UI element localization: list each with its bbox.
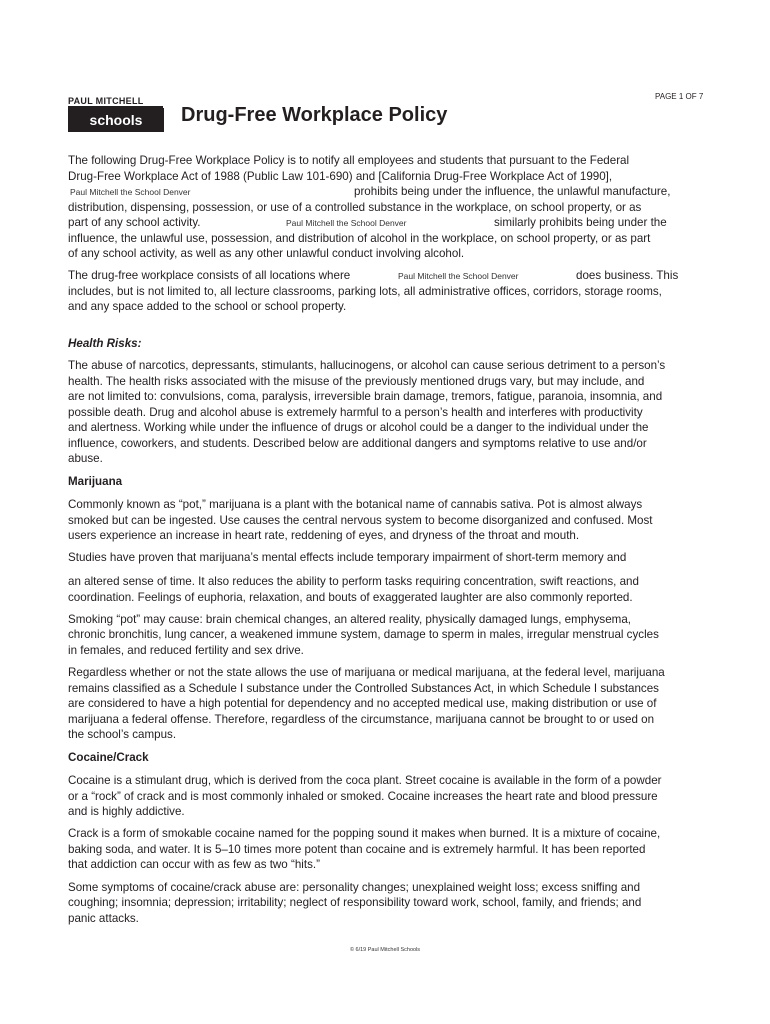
marijuana-line: smoked but can be ingested. Use causes the central nervous system to become disorganized and confused. Most — [68, 514, 653, 527]
cocaine-line: or a “rock” of crack and is most commonly inhaled or smoked. Cocaine increases the heart rate and blood pressure — [68, 790, 658, 803]
locations-line-2: includes, but is not limited to, all lecture classrooms, parking lots, all administrative offices, corridors, storage rooms, — [68, 285, 662, 298]
school-name-field-1[interactable]: Paul Mitchell the School Denver — [70, 187, 191, 197]
locations-line-1a: The drug-free workplace consists of all locations where — [68, 269, 351, 282]
page-title: Drug-Free Workplace Policy — [181, 104, 448, 126]
locations-line-1b: does business. This — [576, 269, 679, 282]
marijuana-line: users experience an increase in heart rate, reddening of eyes, and dryness of the throat and mouth. — [68, 529, 580, 542]
page-number: PAGE 1 OF 7 — [655, 92, 704, 101]
cocaine-line: that addiction can occur with as few as two “hits.” — [68, 858, 320, 871]
logo-wordmark — [68, 97, 163, 106]
logo-schools-text: schools — [89, 112, 143, 128]
marijuana-heading: Marijuana — [68, 475, 123, 488]
marijuana-line: Regardless whether or not the state allows the use of marijuana or medical marijuana, at the federal level, marijuana — [68, 666, 665, 679]
intro-line-4: distribution, dispensing, possession, or use of a controlled substance in the workplace, on school property, or as — [68, 201, 642, 214]
cocaine-heading: Cocaine/Crack — [68, 751, 149, 764]
health-line: abuse. — [68, 452, 103, 465]
marijuana-line: remains classified as a Schedule I substance under the Controlled Substances Act, in which Schedule I substances — [68, 682, 659, 695]
marijuana-line: in females, and reduced fertility and sex drive. — [68, 644, 304, 657]
marijuana-line: coordination. Feelings of euphoria, relaxation, and bouts of exaggerated laughter are also commonly reported. — [68, 591, 633, 604]
cocaine-line: baking soda, and water. It is 5–10 times more potent than cocaine and is extremely harmful. It has been reported — [68, 843, 646, 856]
health-line: health. The health risks associated with the misuse of the previously mentioned drugs vary, but may include, and — [68, 375, 645, 388]
marijuana-line: the school’s campus. — [68, 728, 177, 741]
cocaine-line: panic attacks. — [68, 912, 139, 925]
cocaine-line: Crack is a form of smokable cocaine named for the popping sound it makes when burned. It is a mixture of cocaine, — [68, 827, 661, 840]
health-line: and alertness. Working while under the influence of drugs or alcohol could be a danger to the individual under the — [68, 421, 649, 434]
health-line: are not limited to: convulsions, coma, paralysis, irreversible brain damage, tremors, fatigue, paranoia, insomnia, and — [68, 390, 663, 403]
school-name-field-2[interactable]: Paul Mitchell the School Denver — [286, 218, 407, 228]
marijuana-line: an altered sense of time. It also reduces the ability to perform tasks requiring concentration, swift reactions, and — [68, 575, 639, 588]
cocaine-line: and is highly addictive. — [68, 805, 185, 818]
intro-line-2: Drug-Free Workplace Act of 1988 (Public Law 101-690) and [California Drug-Free Workplace Act of 1990], — [68, 170, 613, 183]
health-line: possible death. Drug and alcohol abuse is extremely harmful to a person’s health and interferes with productivity — [68, 406, 643, 419]
intro-line-1: The following Drug-Free Workplace Policy is to notify all employees and students that pursuant to the Federal — [68, 154, 630, 167]
health-risks-heading: Health Risks: — [68, 337, 142, 350]
intro-line-5a: part of any school activity. — [68, 216, 201, 229]
cocaine-line: coughing; insomnia; depression; irritability; neglect of responsibility toward work, school, family, and friends; and — [68, 896, 642, 909]
logo-schools-box — [68, 108, 164, 132]
footer-copyright: © 6/19 Paul Mitchell Schools — [349, 947, 421, 953]
intro-line-3: prohibits being under the influence, the unlawful manufacture, — [354, 185, 671, 198]
logo-wordmark-text: PAUL MITCHELL — [68, 95, 144, 107]
locations-line-3: and any space added to the school or school property. — [68, 300, 347, 313]
health-line: The abuse of narcotics, depressants, stimulants, hallucinogens, or alcohol can cause serious detriment to a person’s — [68, 359, 666, 372]
intro-line-6: influence, the unlawful use, possession, and distribution of alcohol in the workplace, on school property, or as part — [68, 232, 651, 245]
school-name-field-3[interactable]: Paul Mitchell the School Denver — [398, 271, 519, 281]
marijuana-line: marijuana a federal offense. Therefore, regardless of the circumstance, marijuana cannot be brought to or used on — [68, 713, 655, 726]
health-line: influence, coworkers, and students. Described below are additional dangers and symptoms relative to use and/or — [68, 437, 647, 450]
intro-line-7: of any school activity, as well as any other unlawful conduct involving alcohol. — [68, 247, 465, 260]
marijuana-line: Commonly known as “pot,” marijuana is a plant with the botanical name of cannabis sativa. Pot is almost always — [68, 498, 643, 511]
marijuana-line: Studies have proven that marijuana’s mental effects include temporary impairment of short-term memory and — [68, 551, 627, 564]
intro-line-5b: similarly prohibits being under the — [494, 216, 667, 229]
marijuana-line: chronic bronchitis, lung cancer, a weakened immune system, damage to sperm in males, irregular menstrual cycles — [68, 628, 659, 641]
marijuana-line: Smoking “pot” may cause: brain chemical changes, an altered reality, physically damaged lungs, emphysema, — [68, 613, 632, 626]
marijuana-line: are considered to have a high potential for dependency and no accepted medical use, making distribution or use of — [68, 697, 657, 710]
cocaine-line: Cocaine is a stimulant drug, which is derived from the coca plant. Street cocaine is available in the form of a powder — [68, 774, 662, 787]
cocaine-line: Some symptoms of cocaine/crack abuse are: personality changes; unexplained weight loss; excess sniffing and — [68, 881, 641, 894]
